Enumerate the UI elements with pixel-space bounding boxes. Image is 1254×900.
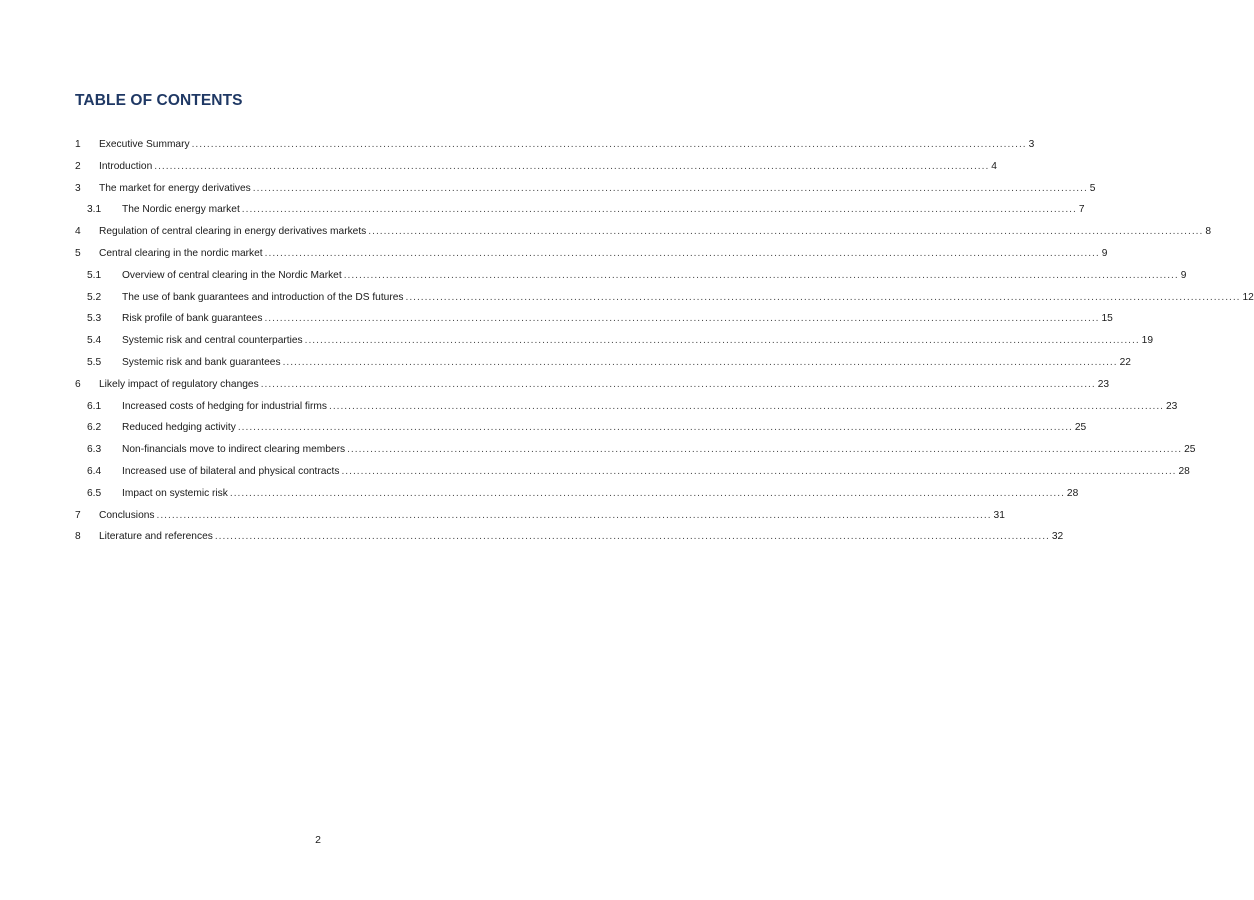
- toc-dot-leader: [283, 356, 1118, 370]
- toc-entry-number: 5: [75, 247, 81, 259]
- toc-entry-page: 25: [1074, 422, 1087, 434]
- toc-entry-page: 22: [1119, 356, 1131, 368]
- toc-entry-number: 7: [75, 509, 81, 521]
- toc-entry-number: 8: [75, 531, 81, 543]
- toc-entry-title: Systemic risk and central counterparties: [122, 335, 303, 347]
- toc-entry[interactable]: [75, 247, 1108, 269]
- toc-entry-number: 5.5: [87, 356, 102, 368]
- toc-entry-page: 32: [1051, 531, 1064, 543]
- toc-dot-leader: [347, 443, 1182, 457]
- toc-dot-leader: [157, 509, 992, 523]
- toc-entry-title: Introduction: [99, 160, 153, 172]
- toc-entry-page: 31: [993, 509, 1005, 521]
- toc-entry[interactable]: [75, 421, 1087, 443]
- toc-entry-title: Literature and references: [99, 531, 213, 543]
- toc-entry-title: Impact on systemic risk: [122, 487, 228, 499]
- toc-entry[interactable]: [75, 160, 997, 182]
- toc-dot-leader: [215, 530, 1050, 544]
- toc-entry-number: 3: [75, 182, 81, 194]
- toc-entry-number: 1: [75, 139, 81, 150]
- toc-dot-leader: [261, 378, 1096, 392]
- toc-entry-page: 7: [1078, 204, 1085, 216]
- toc-entry-number: 6.4: [87, 465, 102, 477]
- toc-entry-page: 5: [1089, 182, 1096, 194]
- toc-entry-page: 23: [1166, 400, 1178, 412]
- toc-entry[interactable]: [75, 182, 1096, 204]
- toc-entry-title: Executive Summary: [99, 139, 190, 150]
- toc-entry-number: 3.1: [87, 204, 102, 216]
- toc-entry-number: 6.1: [87, 400, 102, 412]
- toc-entry[interactable]: [75, 530, 1064, 552]
- toc-entry[interactable]: [75, 138, 1035, 160]
- toc-entry-title: Likely impact of regulatory changes: [99, 378, 259, 390]
- toc-entry-title: Reduced hedging activity: [122, 422, 236, 434]
- toc-dot-leader: [192, 138, 1027, 152]
- toc-entry-page: 19: [1141, 335, 1153, 347]
- toc-entry-title: Overview of central clearing in the Nordic Market: [122, 269, 342, 281]
- toc-entry[interactable]: [75, 443, 1196, 465]
- toc-entry-title: Non-financials move to indirect clearing members: [122, 444, 346, 456]
- toc-dot-leader: [368, 225, 1203, 239]
- toc-entry-page: 3: [1028, 139, 1035, 150]
- toc-dot-leader: [230, 487, 1065, 501]
- toc-entry-number: 5.3: [87, 313, 102, 325]
- toc-entry[interactable]: [75, 334, 1153, 356]
- toc-entry[interactable]: [75, 225, 1211, 247]
- toc-dot-leader: [242, 203, 1077, 217]
- toc-dot-leader: [405, 291, 1240, 305]
- toc-entry-number: 6: [75, 378, 81, 390]
- toc-entry-title: Increased use of bilateral and physical contracts: [122, 465, 340, 477]
- toc-entry-title: Risk profile of bank guarantees: [122, 313, 263, 325]
- toc-entry-title: Central clearing in the nordic market: [99, 247, 263, 259]
- toc-entry[interactable]: [75, 378, 1110, 400]
- page-number: 2: [315, 834, 321, 846]
- toc-entry-number: 6.2: [87, 422, 102, 434]
- toc-entry-title: Regulation of central clearing in energy derivatives markets: [99, 226, 367, 238]
- toc-dot-leader: [329, 400, 1164, 414]
- toc-entry-title: Systemic risk and bank guarantees: [122, 356, 281, 368]
- toc-entry-title: The use of bank guarantees and introduction of the DS futures: [122, 291, 404, 303]
- toc-entry-number: 5.4: [87, 335, 102, 347]
- toc-entry[interactable]: [75, 356, 1131, 378]
- toc-entry-page: 28: [1066, 487, 1079, 499]
- toc-entry-number: 6.3: [87, 444, 102, 456]
- toc-entry-page: 28: [1178, 465, 1190, 477]
- toc-entry-number: 6.5: [87, 487, 102, 499]
- toc-entry[interactable]: [75, 203, 1085, 225]
- toc-entry-title: Increased costs of hedging for industrial firms: [122, 400, 327, 412]
- toc-entry[interactable]: [75, 509, 1005, 531]
- toc-entry-title: The Nordic energy market: [122, 204, 240, 216]
- toc-entry-page: 9: [1180, 269, 1187, 281]
- toc-entry-page: 23: [1097, 378, 1110, 390]
- toc-entry[interactable]: [75, 400, 1178, 422]
- toc-dot-leader: [154, 160, 989, 174]
- toc-entry-page: 25: [1184, 444, 1196, 456]
- toc-dot-leader: [344, 269, 1179, 283]
- toc-entry[interactable]: [75, 269, 1187, 291]
- toc-title: TABLE OF CONTENTS: [75, 92, 243, 109]
- toc-entry-page: 8: [1205, 226, 1211, 238]
- toc-entry-page: 15: [1101, 313, 1113, 325]
- toc-dot-leader: [238, 421, 1073, 435]
- toc-entry-title: Conclusions: [99, 509, 155, 521]
- toc-dot-leader: [341, 465, 1176, 479]
- toc-dot-leader: [265, 247, 1100, 261]
- toc-dot-leader: [253, 182, 1088, 196]
- toc-dot-leader: [264, 312, 1099, 326]
- toc-entry[interactable]: [75, 465, 1190, 487]
- toc-entry-number: 5.2: [87, 291, 102, 303]
- toc-dot-leader: [305, 334, 1140, 348]
- toc-entry-number: 2: [75, 160, 81, 172]
- toc-list: [75, 138, 1254, 552]
- toc-entry[interactable]: [75, 291, 1254, 313]
- toc-entry[interactable]: [75, 487, 1079, 509]
- toc-entry[interactable]: [75, 312, 1113, 334]
- toc-entry-number: 5.1: [87, 269, 102, 281]
- toc-entry-page: 12: [1242, 291, 1254, 303]
- toc-entry-page: 4: [991, 160, 997, 172]
- toc-entry-title: The market for energy derivatives: [99, 182, 251, 194]
- toc-entry-number: 4: [75, 226, 81, 238]
- toc-entry-page: 9: [1101, 247, 1108, 259]
